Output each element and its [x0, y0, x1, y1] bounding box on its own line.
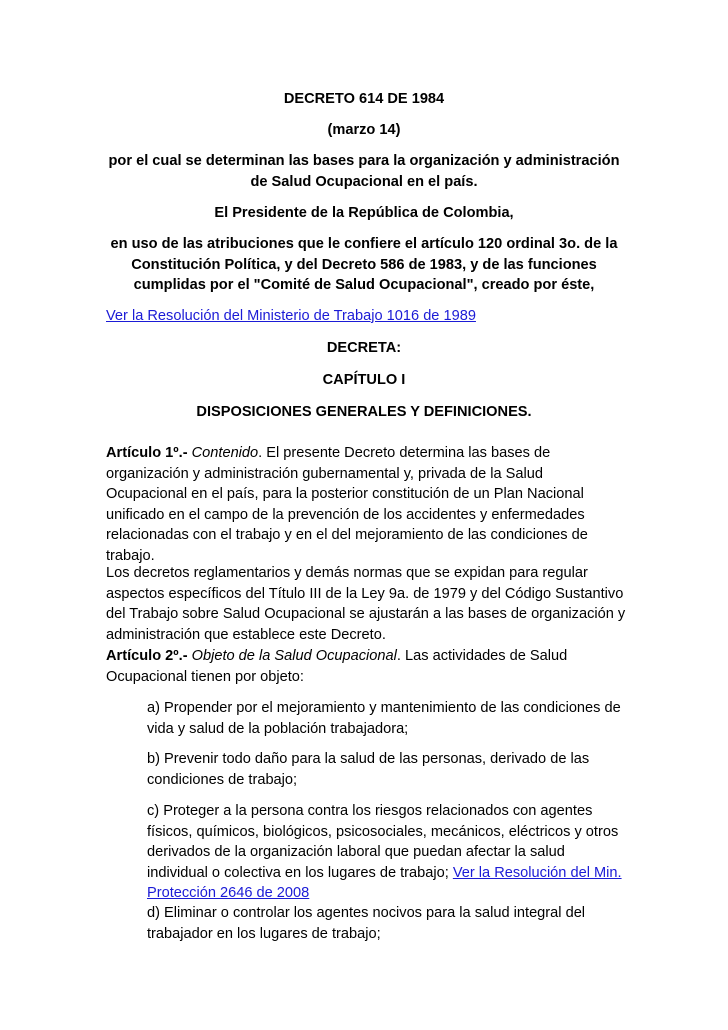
article-2: [106, 646, 626, 687]
president-line: El Presidente de la República de Colombia,: [214, 205, 514, 221]
powers-line-2: Constitución Política, y del Decreto 586 de 1983, y de las funciones: [131, 256, 597, 273]
list-item-c: [147, 801, 627, 904]
list-item-d: d) Eliminar o controlar los agentes nocivos para la salud integral del trabajador en los lugares de trabajo;: [147, 905, 586, 942]
decree-date: (marzo 14): [327, 122, 401, 138]
decreta-heading: DECRETA:: [326, 340, 402, 356]
article-2-label: Artículo 2º.-: [106, 648, 188, 664]
resolution-1016-link[interactable]: Ver la Resolución del Ministerio de Trabajo 1016 de 1989: [106, 308, 476, 324]
subject-line-2: de Salud Ocupacional en el país.: [250, 173, 478, 190]
chapter-title: DISPOSICIONES GENERALES Y DEFINICIONES.: [196, 404, 532, 420]
article-2-heading: Objeto de la Salud Ocupacional: [191, 648, 397, 664]
article-2-text: . Las actividades de Salud Ocupacional tienen por objeto:: [106, 648, 568, 685]
article-1: [106, 443, 626, 566]
list-item-a: a) Propender por el mejoramiento y mantenimiento de las condiciones de vida y salud de la población trabajadora;: [147, 700, 621, 737]
powers-line-3: cumplidas por el "Comité de Salud Ocupacional", creado por éste,: [133, 277, 595, 293]
decree-title: DECRETO 614 DE 1984: [283, 91, 445, 107]
powers-line-1: en uso de las atribuciones que le confiere el artículo 120 ordinal 3o. de la: [110, 236, 618, 252]
article-1-text: . El presente Decreto determina las bases de organización y administración gubernamental y, privada de la Salud Ocupacional en el país, para la posterior constitución de un Plan Nacional unificado en el campo de la prevención de los accidentes y enfermedades relacionadas con el trabajo y en el del mejoramiento de las condiciones de trabajo.: [106, 445, 588, 564]
paragraph-2: Los decretos reglamentarios y demás normas que se expidan para regular aspectos específicos del Título III de la Ley 9a. de 1979 y del Código Sustantivo del Trabajo sobre Salud Ocupacional se ajustarán a las bases de organización y administración que establece este Decreto.: [106, 565, 626, 643]
chapter-heading: CAPÍTULO I: [322, 372, 406, 388]
article-1-heading: Contenido: [191, 445, 259, 461]
article-1-label: Artículo 1º.-: [106, 445, 188, 461]
list-item-c-text: c) Proteger a la persona contra los riesgos relacionados con agentes físicos, químicos, biológicos, psicosociales, mecánicos, eléctricos y otros derivados de la organización laboral que puedan afectar la salud individual o colectiva en los lugares de trabajo;: [147, 803, 619, 881]
subject-line-1: por el cual se determinan las bases para la organización y administración: [108, 153, 620, 169]
resolution-2646-link[interactable]: Ver la Resolución del Min. Protección 2646 de 2008: [147, 864, 622, 901]
list-item-b: b) Prevenir todo daño para la salud de las personas, derivado de las condiciones de trabajo;: [147, 751, 590, 788]
